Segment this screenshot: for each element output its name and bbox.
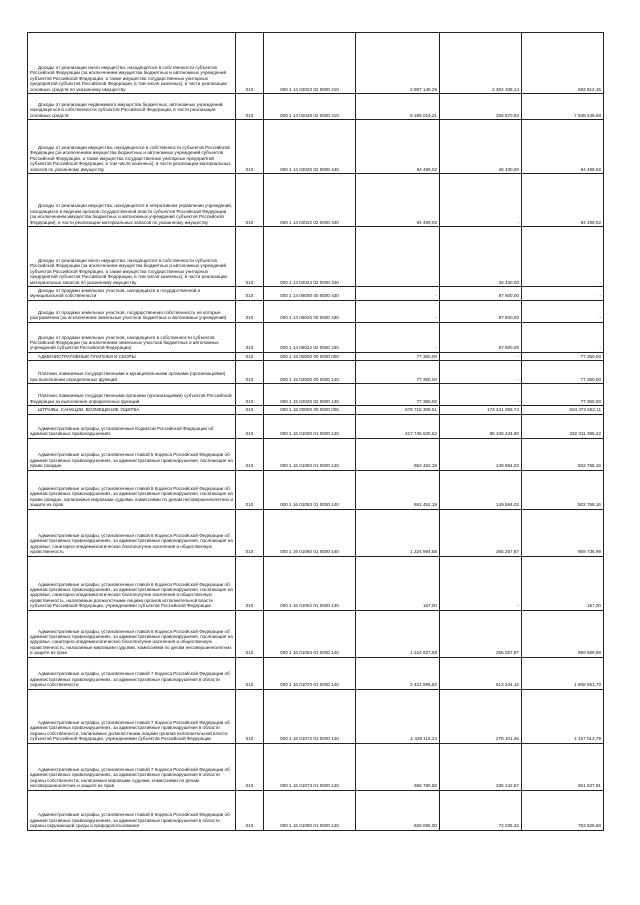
row-unexecuted-amount-cell: 167,00	[522, 556, 604, 610]
row-unexecuted-amount-cell: 1 808 651,70	[522, 657, 604, 689]
row-unexecuted-amount-cell: 94 499,02	[522, 120, 604, 174]
table-row	[28, 174, 604, 227]
row-budget-code-cell: 000 1 15 00000 00 0000 000	[264, 352, 356, 360]
row-name-cell: Доходы от реализации иного имущества, находящегося в собственности субъектов Российской Федерации (за исключением имущества бюджетных и автономных учреждений субъектов Российской Федерации, а также имущества государственных унитарных предприятий субъектов Российской Федерации, в том числе казенных), в части реализации основных средств по указанному имуществу	[28, 33, 236, 94]
row-approved-amount-cell: 2 897 148,29	[356, 33, 440, 94]
row-name-cell: Административные штрафы, установленные главой 7 Кодекса Российской Федерации об административных правонарушениях, за административные правонарушения в области охраны собственности, налагаемые мировыми судьями, комиссиями по делам несовершеннолетних и защите их прав	[28, 743, 236, 790]
row-executed-amount-cell: 278 101,45	[440, 689, 522, 743]
row-name-cell: Доходы от продажи земельных участков, находящихся в собственности субъектов Российской Федерации (за исключением земельных участков бюджетных и автономных учреждений субъектов Российской Федерации)	[28, 322, 236, 352]
row-unexecuted-amount-cell: 959 736,99	[522, 509, 604, 556]
row-unexecuted-amount-cell: 94 499,02	[522, 174, 604, 227]
row-executed-amount-cell: 265 257,87	[440, 509, 522, 556]
row-approved-amount-cell: 652 452,19	[356, 470, 440, 509]
row-name-cell: Доходы от реализации имущества, находящегося в оперативном управлении учреждений, находящихся в ведении органов государственной власти субъектов Российской Федерации (за исключением имущества бюджетных и автономных учреждений субъектов Российской Федерации), в части реализации материальных запасов по указанному имуществу	[28, 174, 236, 227]
row-approved-amount-cell: 678 715 308,51	[356, 406, 440, 414]
row-line-code-cell: 010	[236, 556, 264, 610]
row-executed-amount-cell: -	[440, 556, 522, 610]
table-row	[28, 287, 604, 301]
row-line-code-cell: 010	[236, 790, 264, 830]
row-budget-code-cell: 000 1 16 00000 00 0000 000	[264, 406, 356, 414]
row-budget-code-cell: 000 1 16 01062 01 0000 140	[264, 556, 356, 610]
row-approved-amount-cell: 1 224 827,58	[356, 610, 440, 657]
table-row	[28, 657, 604, 689]
row-line-code-cell: 010	[236, 610, 264, 657]
row-budget-code-cell: 000 1 16 01060 01 0000 140	[264, 509, 356, 556]
row-line-code-cell: 010	[236, 33, 264, 94]
row-unexecuted-amount-cell: 77 350,00	[522, 384, 604, 406]
table-row	[28, 610, 604, 657]
row-unexecuted-amount-cell: 1 157 013,79	[522, 689, 604, 743]
row-budget-code-cell: 000 1 16 01073 01 0000 140	[264, 743, 356, 790]
row-executed-amount-cell: -	[440, 384, 522, 406]
row-budget-code-cell: 000 1 15 02020 02 0000 140	[264, 384, 356, 406]
row-name-cell: Административные штрафы, установленные главой 5 Кодекса Российской Федерации об административных правонарушениях, за административные правонарушения, посягающие на права граждан	[28, 438, 236, 470]
table-row	[28, 689, 604, 743]
table-row	[28, 300, 604, 322]
row-name-cell: Административные штрафы, установленные главой 5 Кодекса Российской Федерации об административных правонарушениях, за административные правонарушения, посягающие на права граждан, налагаемые мировыми судьями, комиссиями по делам несовершеннолетних и защите их прав	[28, 470, 236, 509]
row-line-code-cell: 010	[236, 509, 264, 556]
row-unexecuted-amount-cell: -	[522, 322, 604, 352]
row-name-cell: Платежи, взимаемые государственными и муниципальными органами (организациями) при выполнении определенных функций	[28, 361, 236, 384]
row-budget-code-cell: 000 1 14 02023 02 0000 410	[264, 33, 356, 94]
row-approved-amount-cell: 986 780,58	[356, 743, 440, 790]
table-row	[28, 352, 604, 360]
row-approved-amount-cell: 77 350,00	[356, 384, 440, 406]
row-budget-code-cell: 000 1 14 06022 02 0000 430	[264, 322, 356, 352]
row-unexecuted-amount-cell: -	[522, 300, 604, 322]
row-budget-code-cell: 000 1 16 01063 01 0000 140	[264, 610, 356, 657]
row-executed-amount-cell: 72 235,32	[440, 790, 522, 830]
row-name-cell: Доходы от реализации имущества, находящегося в собственности субъектов Российской Федерации (за исключением имущества бюджетных и автономных учреждений субъектов Российской Федерации, а также имущества государственных унитарных предприятий субъектов Российской Федерации, в том числе казенных), в части реализации материальных запасов по указанному имуществу	[28, 120, 236, 174]
row-approved-amount-cell: 94 499,02	[356, 120, 440, 174]
table-row	[28, 227, 604, 287]
row-executed-amount-cell: 87 600,00	[440, 322, 522, 352]
row-line-code-cell: 010	[236, 120, 264, 174]
row-budget-code-cell: 000 1 14 02020 02 0000 440	[264, 120, 356, 174]
row-unexecuted-amount-cell: 502 768,16	[522, 470, 604, 509]
row-line-code-cell: 010	[236, 300, 264, 322]
row-executed-amount-cell: 2 304 336,14	[440, 33, 522, 94]
row-executed-amount-cell: 87 600,00	[440, 287, 522, 301]
table-row	[28, 414, 604, 438]
row-name-cell: АДМИНИСТРАТИВНЫЕ ПЛАТЕЖИ И СБОРЫ	[28, 352, 236, 360]
row-approved-amount-cell: 94 499,02	[356, 174, 440, 227]
row-line-code-cell: 010	[236, 352, 264, 360]
row-approved-amount-cell: 1 224 994,58	[356, 509, 440, 556]
row-unexecuted-amount-cell: 651 637,91	[522, 743, 604, 790]
table-row	[28, 743, 604, 790]
row-unexecuted-amount-cell: 7 848 448,68	[522, 94, 604, 120]
row-name-cell: Доходы от реализации недвижимого имущества бюджетных, автономных учреждений, находящегося в собственности субъектов Российской Федерации, в части реализации основных средств	[28, 94, 236, 120]
row-executed-amount-cell: 174 241 066,74	[440, 406, 522, 414]
row-approved-amount-cell: 2 421 895,82	[356, 657, 440, 689]
row-unexecuted-amount-cell: 592 812,15	[522, 33, 604, 94]
row-unexecuted-amount-cell: 77 350,00	[522, 352, 604, 360]
row-executed-amount-cell: -	[440, 352, 522, 360]
row-line-code-cell: 010	[236, 94, 264, 120]
row-unexecuted-amount-cell: -	[522, 287, 604, 301]
row-executed-amount-cell: -	[440, 174, 522, 227]
row-line-code-cell: 010	[236, 689, 264, 743]
row-name-cell: Административные штрафы, установленные главой 7 Кодекса Российской Федерации об административных правонарушениях, за административные правонарушения в области охраны собственности, налагаемые должностными лицами органов исполнительной власти субъектов Российской Федерации, учреждениями субъектов Российской Федерации	[28, 689, 236, 743]
table-row	[28, 33, 604, 94]
row-name-cell: Доходы от продажи земельных участков, государственная собственность на которые разграничена (за исключением земельных участков бюджетных и автономных учреждений)	[28, 300, 236, 322]
row-name-cell: Административные штрафы, установленные главой 8 Кодекса Российской Федерации об административных правонарушениях, за административные правонарушения в области охраны окружающей среды и природопользования	[28, 790, 236, 830]
row-line-code-cell: 010	[236, 287, 264, 301]
table-row	[28, 470, 604, 509]
row-name-cell: Платежи, взимаемые государственными органами (организациями) субъектов Российской Федерации за выполнение определенных функций	[28, 384, 236, 406]
row-approved-amount-cell: 8 185 019,21	[356, 94, 440, 120]
row-name-cell: Доходы от реализации иного имущества, находящегося в собственности субъектов Российской Федерации (за исключением имущества бюджетных и автономных учреждений субъектов Российской Федерации, а также имущества государственных унитарных предприятий субъектов Российской Федерации, в том числе казенных), в части реализации материальных запасов по указанному имуществу	[28, 227, 236, 287]
row-approved-amount-cell: -	[356, 300, 440, 322]
row-budget-code-cell: 000 1 14 06020 00 0000 430	[264, 300, 356, 322]
row-name-cell: Административные штрафы, установленные главой 6 Кодекса Российской Федерации об административных правонарушениях, за административные правонарушения, посягающие на здоровье, санитарно-эпидемиологическое благополучие населения и общественную нравственность, налагаемые мировыми судьями, комиссиями по делам несовершеннолетних и защите их прав	[28, 610, 236, 657]
row-approved-amount-cell: -	[356, 322, 440, 352]
row-approved-amount-cell: 1 435 115,24	[356, 689, 440, 743]
row-executed-amount-cell: 85 438 434,60	[440, 414, 522, 438]
row-unexecuted-amount-cell: 502 768,16	[522, 438, 604, 470]
table-row	[28, 556, 604, 610]
row-line-code-cell: 010	[236, 414, 264, 438]
row-executed-amount-cell: 335 142,67	[440, 743, 522, 790]
row-approved-amount-cell: 77 350,00	[356, 352, 440, 360]
row-unexecuted-amount-cell: 77 350,00	[522, 361, 604, 384]
row-unexecuted-amount-cell: 753 829,68	[522, 790, 604, 830]
row-executed-amount-cell: 87 600,00	[440, 300, 522, 322]
table-row	[28, 438, 604, 470]
row-approved-amount-cell: -	[356, 287, 440, 301]
row-unexecuted-amount-cell: -	[522, 227, 604, 287]
row-line-code-cell: 010	[236, 743, 264, 790]
row-line-code-cell: 010	[236, 657, 264, 689]
row-name-cell: ШТРАФЫ, САНКЦИИ, ВОЗМЕЩЕНИЕ УЩЕРБА	[28, 406, 236, 414]
row-approved-amount-cell: 826 065,00	[356, 790, 440, 830]
row-executed-amount-cell: 336 570,53	[440, 94, 522, 120]
row-executed-amount-cell: 613 244,12	[440, 657, 522, 689]
table-row	[28, 120, 604, 174]
row-approved-amount-cell: 167,00	[356, 556, 440, 610]
row-name-cell: Административные штрафы, установленные главой 6 Кодекса Российской Федерации об административных правонарушениях, за административные правонарушения, посягающие на здоровье, санитарно-эпидемиологическое благополучие населения и общественную нравственность	[28, 509, 236, 556]
row-unexecuted-amount-cell: 504 473 662,11	[522, 406, 604, 414]
row-executed-amount-cell: 26 430,00	[440, 120, 522, 174]
table-row	[28, 406, 604, 414]
row-line-code-cell: 010	[236, 438, 264, 470]
row-unexecuted-amount-cell: 332 311 396,22	[522, 414, 604, 438]
row-line-code-cell: 010	[236, 384, 264, 406]
table-row	[28, 384, 604, 406]
table-row	[28, 361, 604, 384]
row-budget-code-cell: 000 1 16 01070 01 0000 140	[264, 657, 356, 689]
row-budget-code-cell: 000 1 16 01053 01 0000 140	[264, 470, 356, 509]
row-executed-amount-cell: 149 684,03	[440, 438, 522, 470]
row-executed-amount-cell: 26 430,00	[440, 227, 522, 287]
row-line-code-cell: 010	[236, 174, 264, 227]
row-approved-amount-cell: -	[356, 227, 440, 287]
row-name-cell: Административные штрафы, установленные Кодексом Российской Федерации об административных правонарушениях	[28, 414, 236, 438]
row-name-cell: Доходы от продажи земельных участков, находящихся в государственной и муниципальной собственности	[28, 287, 236, 301]
row-line-code-cell: 010	[236, 322, 264, 352]
row-budget-code-cell: 000 1 15 02000 00 0000 140	[264, 361, 356, 384]
report-body	[28, 33, 604, 831]
row-line-code-cell: 010	[236, 361, 264, 384]
row-line-code-cell: 010	[236, 470, 264, 509]
table-row	[28, 790, 604, 830]
table-row	[28, 509, 604, 556]
row-approved-amount-cell: 652 452,19	[356, 438, 440, 470]
row-unexecuted-amount-cell: 959 569,99	[522, 610, 604, 657]
row-budget-code-cell: 000 1 14 02023 02 0000 440	[264, 227, 356, 287]
row-budget-code-cell: 000 1 16 01080 01 0000 140	[264, 790, 356, 830]
row-name-cell: Административные штрафы, установленные главой 6 Кодекса Российской Федерации об административных правонарушениях, за административные правонарушения, посягающие на здоровье, санитарно-эпидемиологическое благополучие населения и общественную нравственность, налагаемые должностными лицами органов исполнительной власти субъектов Российской Федерации, учреждениями субъектов Российской Федерации	[28, 556, 236, 610]
row-executed-amount-cell: -	[440, 361, 522, 384]
row-budget-code-cell: 000 1 16 01000 01 0000 140	[264, 414, 356, 438]
table-row	[28, 94, 604, 120]
row-approved-amount-cell: 77 350,00	[356, 361, 440, 384]
row-executed-amount-cell: 265 257,87	[440, 610, 522, 657]
row-executed-amount-cell: 149 684,03	[440, 470, 522, 509]
budget-report-table	[27, 32, 604, 831]
table-row	[28, 322, 604, 352]
row-budget-code-cell: 000 1 14 02022 02 0000 440	[264, 174, 356, 227]
row-budget-code-cell: 000 1 16 01072 01 0000 140	[264, 689, 356, 743]
row-budget-code-cell: 000 1 14 02028 02 0000 410	[264, 94, 356, 120]
row-line-code-cell: 010	[236, 406, 264, 414]
row-approved-amount-cell: 417 745 630,82	[356, 414, 440, 438]
row-name-cell: Административные штрафы, установленные главой 7 Кодекса Российской Федерации об административных правонарушениях, за административные правонарушения в области охраны собственности	[28, 657, 236, 689]
row-budget-code-cell: 000 1 16 01050 01 0000 140	[264, 438, 356, 470]
row-budget-code-cell: 000 1 14 06000 00 0000 430	[264, 287, 356, 301]
row-line-code-cell: 010	[236, 227, 264, 287]
